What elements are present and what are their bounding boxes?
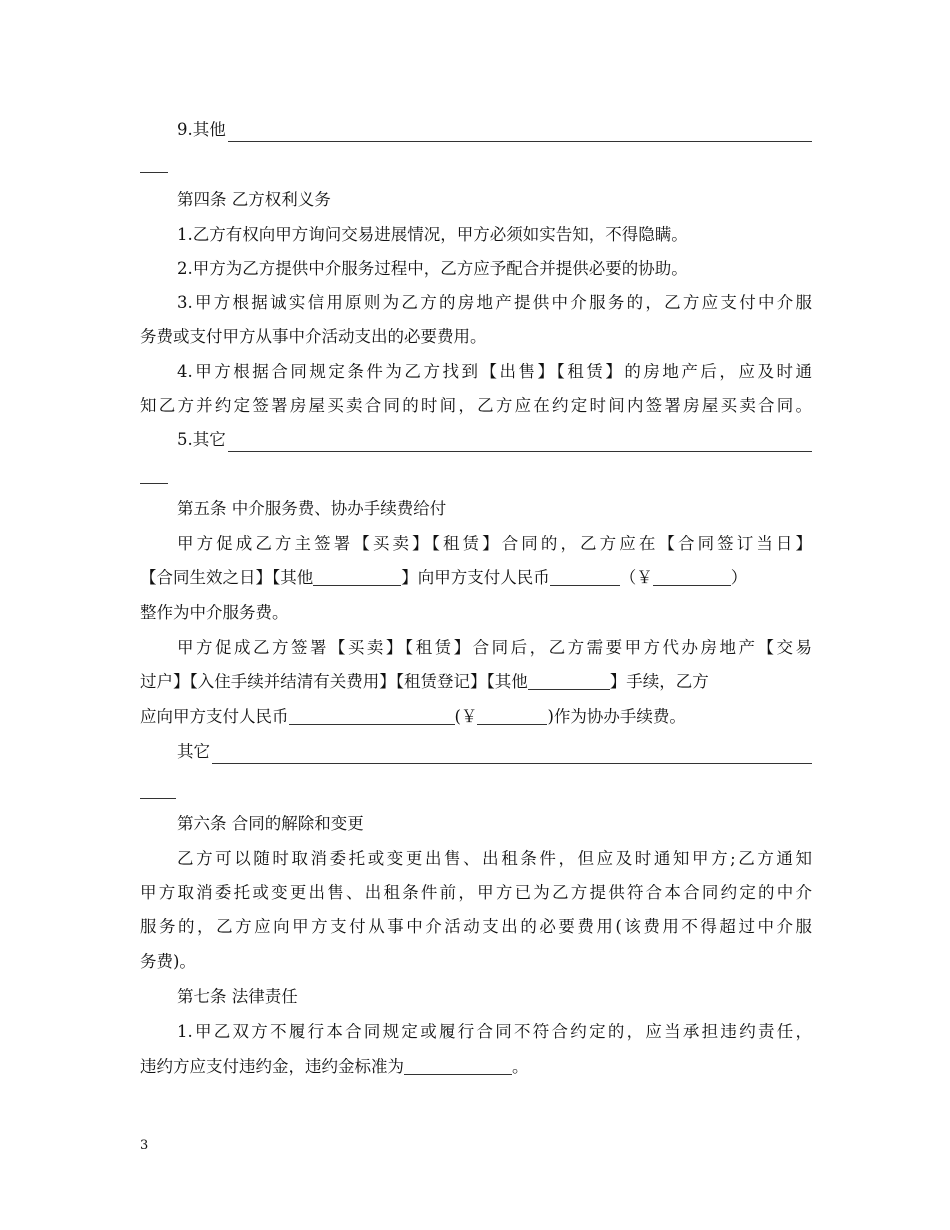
paragraph-line-with-blanks bbox=[140, 1055, 812, 1079]
fill-in-blank-continuation bbox=[140, 483, 168, 484]
article-5-heading: 第五条 中介服务费、协办手续费给付 bbox=[177, 499, 447, 518]
item-9-other bbox=[177, 118, 812, 142]
text-fragment: )作为协办手续费。 bbox=[547, 707, 686, 726]
paragraph-line: 整作为中介服务费。 bbox=[140, 603, 289, 622]
article-4-heading: 第四条 乙方权利义务 bbox=[177, 190, 331, 209]
text-fragment: （￥ bbox=[619, 568, 653, 587]
paragraph-line: 乙方可以随时取消委托或变更出售、出租条件，但应及时通知甲方;乙方通知 bbox=[177, 849, 812, 868]
text-fragment: 应向甲方支付人民币 bbox=[140, 707, 289, 726]
text-fragment: 】手续，乙方 bbox=[609, 672, 709, 691]
paragraph-line-with-blanks bbox=[140, 670, 812, 694]
paragraph-line-with-blanks bbox=[140, 566, 812, 590]
fill-in-blank bbox=[477, 706, 547, 725]
paragraph-line: 1.乙方有权向甲方询问交易进展情况，甲方必须如实告知，不得隐瞒。 bbox=[177, 225, 688, 244]
paragraph-line: 甲方促成乙方主签署【买卖】【租赁】合同的，乙方应在【合同签订当日】 bbox=[177, 534, 812, 553]
fill-in-blank bbox=[313, 567, 401, 586]
paragraph-line-with-blanks bbox=[140, 705, 812, 729]
paragraph-line: 1.甲乙双方不履行本合同规定或履行合同不符合约定的，应当承担违约责任， bbox=[177, 1022, 812, 1041]
text-fragment: 违约方应支付违约金，违约金标准为 bbox=[140, 1057, 404, 1076]
other-clause bbox=[177, 740, 812, 764]
article-6-heading: 第六条 合同的解除和变更 bbox=[177, 814, 364, 833]
fill-in-blank bbox=[228, 433, 812, 452]
paragraph-line: 甲方取消委托或变更出售、出租条件前，甲方已为乙方提供符合本合同约定的中介 bbox=[140, 883, 812, 902]
item-5-label: 5.其它 bbox=[177, 430, 226, 449]
fill-in-blank bbox=[289, 706, 455, 725]
fill-in-blank bbox=[653, 567, 731, 586]
paragraph-line: 知乙方并约定签署房屋买卖合同的时间，乙方应在约定时间内签署房屋买卖合同。 bbox=[140, 396, 812, 415]
fill-in-blank bbox=[550, 567, 620, 586]
text-fragment: 】向甲方支付人民币 bbox=[401, 568, 550, 587]
fill-in-blank bbox=[404, 1056, 512, 1075]
article-7-heading: 第七条 法律责任 bbox=[177, 987, 298, 1006]
paragraph-line: 3.甲方根据诚实信用原则为乙方的房地产提供中介服务的，乙方应支付中介服 bbox=[177, 293, 812, 312]
text-fragment: 。 bbox=[512, 1057, 529, 1076]
paragraph-line: 4.甲方根据合同规定条件为乙方找到【出售】【租赁】的房地产后，应及时通 bbox=[177, 362, 812, 381]
text-fragment: ） bbox=[730, 568, 748, 587]
fill-in-blank bbox=[528, 671, 610, 690]
text-fragment: 过户】【入住手续并结清有关费用】【租赁登记】【其他 bbox=[140, 672, 528, 691]
paragraph-line: 务费或支付甲方从事中介活动支出的必要费用。 bbox=[140, 327, 487, 346]
paragraph-line: 务费)。 bbox=[140, 952, 196, 971]
paragraph-line: 甲方促成乙方签署【买卖】【租赁】合同后，乙方需要甲方代办房地产【交易 bbox=[177, 638, 812, 657]
paragraph-line: 2.甲方为乙方提供中介服务过程中，乙方应予配合并提供必要的协助。 bbox=[177, 259, 688, 278]
fill-in-blank bbox=[212, 745, 812, 764]
paragraph-line: 服务的，乙方应向甲方支付从事中介活动支出的必要费用(该费用不得超过中介服 bbox=[140, 917, 812, 936]
fill-in-blank-continuation bbox=[140, 798, 176, 799]
item-5-other bbox=[177, 428, 812, 452]
page-number: 3 bbox=[140, 1138, 149, 1153]
fill-in-blank bbox=[228, 123, 812, 142]
fill-in-blank-continuation bbox=[140, 172, 168, 173]
text-fragment: 【合同生效之日】【其他 bbox=[140, 568, 314, 587]
other-label: 其它 bbox=[177, 742, 210, 761]
text-fragment: (￥ bbox=[454, 707, 478, 726]
item-9-label: 9.其他 bbox=[177, 120, 226, 139]
